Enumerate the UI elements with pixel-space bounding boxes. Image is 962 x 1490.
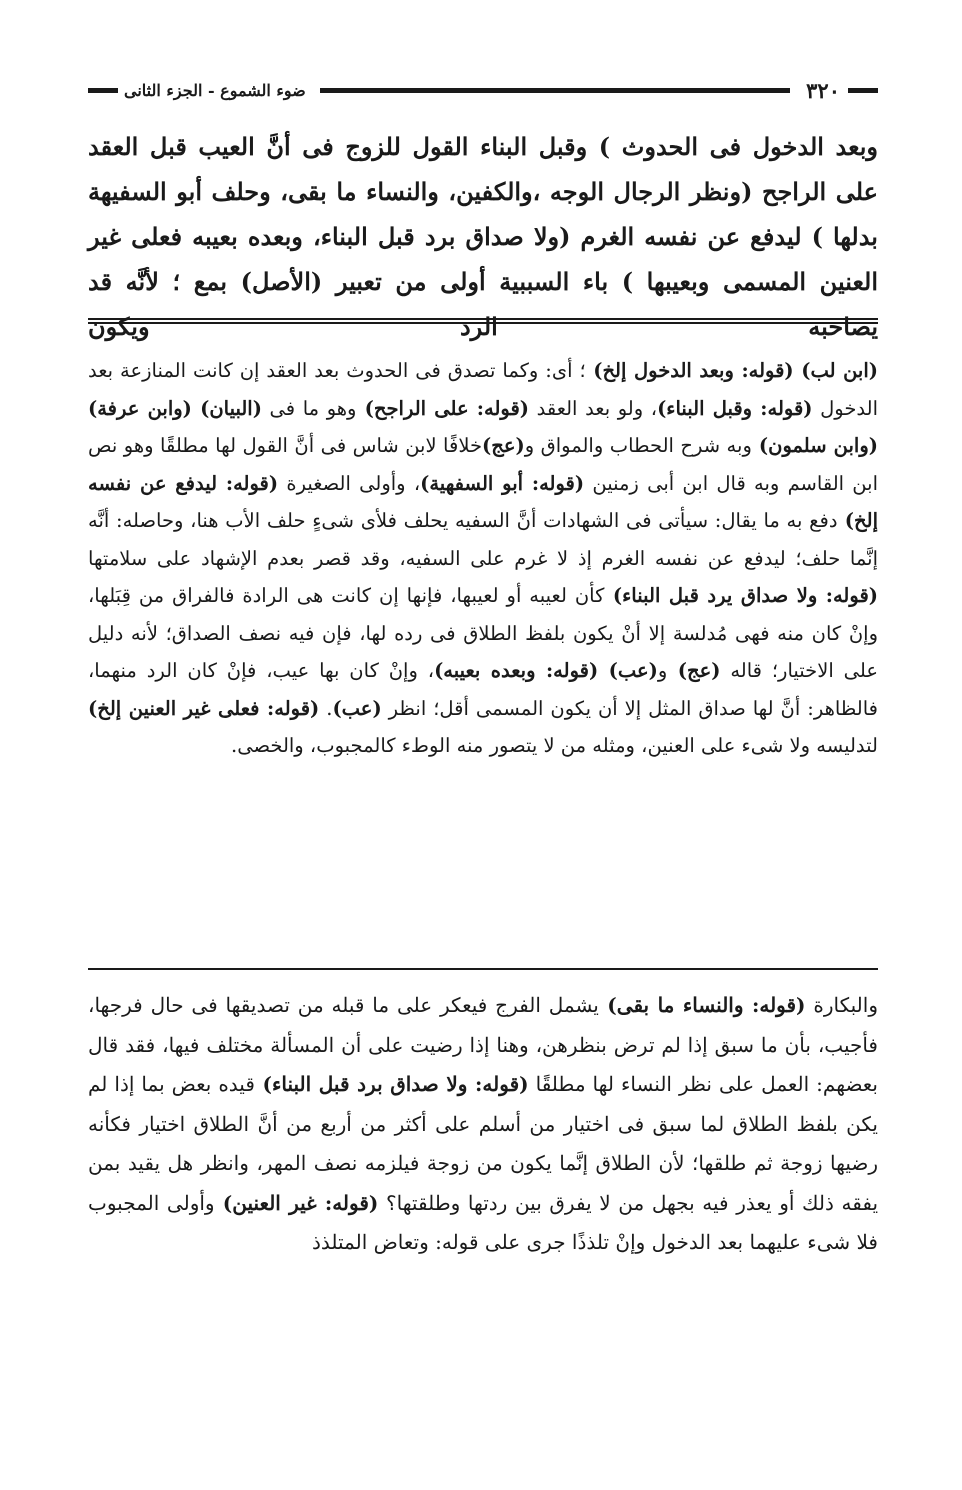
text-run: وأولى المجبوب فلا شىء عليهما بعد الدخول وإنْ تلذذًا جرى على قوله: وتعاض المتلذذ [88,1190,878,1254]
quoted-lemma: (ابن لب) [793,359,879,382]
quoted-lemma: (البيان) (وابن عرفة) (وابن سلمون) [88,396,878,457]
text-run: لتدليسه ولا شىء على العنين، ومثله من لا يتصور منه الوطء كالمجبوب، والخصى. [231,734,878,757]
text-run: . [319,696,333,720]
quoted-lemma: (قوله: ولا صداق برد قبل البناء) [254,1072,529,1096]
text-run: كأن لعيبه أو لعيبها، فإنها إن كانت هى الرادة فالفراق من قِبَلها، وإنْ كان منه فهى مُدلسة إلا أنْ يكون بلفظ الطلاق فى رده لها، فإن فيه نصف الصداق؛ لأنه دليل على الاختيار؛ قاله [88,584,878,682]
commentary-block [88,352,878,765]
main-text: وبعد الدخول فى الحدوث ) وقبل البناء القول للزوج فى أنَّ العيب قبل العقد على الراجح (ونظر الرجال الوجه ،والكفين، والنساء ما بقى، وحلف أبو السفيهة بدلها ) ليدفع عن نفسه الغرم (ولا صداق برد قبل البناء، وبعده بعيبه فعلى غير العنين المسمى وبعيبها ) باء السببية أولى من تعبير (الأصل) بمع ؛ لأنَّه قد يصاحبه الرد ويكون [88,132,878,341]
text-run: ، ولو بعد العقد [529,396,658,420]
quoted-lemma: (قوله: ليدفع عن نفسه إلخ) [88,471,878,532]
text-run: ؛ أى: وكما تصدق فى الحدوث بعد العقد إن كانت المنازعة بعد الدخول [88,359,879,420]
header-dash-left [88,88,118,93]
double-divider [88,318,878,324]
gloss-block [88,986,878,1263]
text-run: و [657,659,668,682]
text-run: ، وإنْ كان بها عيب، فإنْ كان الرد منهما، فالظاهر: أنَّ لها صداق المثل إلا أن يكون المسمى أقل؛ انظر [88,659,878,720]
commentary-paragraph [88,352,878,765]
quoted-lemma: (قوله: على الراجح) [356,396,530,420]
quoted-lemma: (قوله: غير العنين) [214,1190,379,1215]
quoted-lemma: (عج) [667,659,721,682]
text-run: ، وأولى الصغيرة [278,471,421,495]
running-title: ضوء الشموع - الجزء الثانى [124,80,306,100]
text-run: والبكارة [805,993,878,1017]
page-number: ٣٢٠ [806,77,840,103]
quoted-lemma: (قوله: وقبل البناء) [657,396,813,420]
page-header [88,76,878,104]
quoted-lemma: (قوله: فعلى غير العنين إلخ) [88,696,320,720]
quoted-lemma: (قوله: وبعد الدخول إلخ) [585,359,794,382]
text-run: قيده بعض بما إذا لم يكن بلفظ الطلاق لما سبق فى اختيار من أسلم على أكثر من أربع من أنَّ الطلاق اختيار فكأنه رضيها زوجة ثم طلقها؛ لأن الطلاق إنَّما يكون من زوجة فيلزمه نصف المهر، وانظر هل يقيد بمن يفقه ذلك أو يعذر فيه بجهل من لا يفرق بين ردتها وطلقتها؟ [88,1072,879,1215]
divider [88,968,878,970]
text-run: وهو ما فى [261,396,357,420]
text-run: يشمل الفرج فيعكر على ما قبله من تصديقها فى حال فرجها، فأجيب، بأن ما سبق إذا لم ترض بنظرهن، وهنا إذا رضيت على أن المسألة مختلف فيها، فقد قال بعضهم: العمل على نظر النساء لها مطلقًا [88,993,878,1096]
quoted-lemma: (عج) [482,434,525,457]
quoted-lemma: (عب) [332,696,382,720]
quoted-lemma: (قوله: والنساء ما بقى) [598,993,806,1017]
header-rule [320,88,790,93]
text-run: خلافًا لابن شاس فى أنَّ القول لها مطلقًا وهو نص ابن القاسم وبه قال ابن أبى زمنين [88,434,878,495]
main-text-block [88,124,878,349]
header-dash-right [848,88,878,93]
gloss-paragraph [88,986,878,1263]
quoted-lemma: (قوله: ولا صداق يرد قبل البناء) [604,584,878,607]
quoted-lemma: (عب) (قوله: وبعده بعيبه) [434,659,658,682]
text-run: دفع به ما يقال: سيأتى فى الشهادات أنَّ السفيه يحلف فلأى شىءٍ حلف الأب هنا، وحاصله: أنَّه إنَّما حلف؛ ليدفع عن نفسه الغرم إذ لا غرم على السفيه، وقد قصر بعدم الإشهاد على سلامتها [88,509,878,570]
text-run: وبه شرح الحطاب والمواق و [524,434,752,457]
quoted-lemma: (قوله: أبو السفهية) [420,471,585,495]
